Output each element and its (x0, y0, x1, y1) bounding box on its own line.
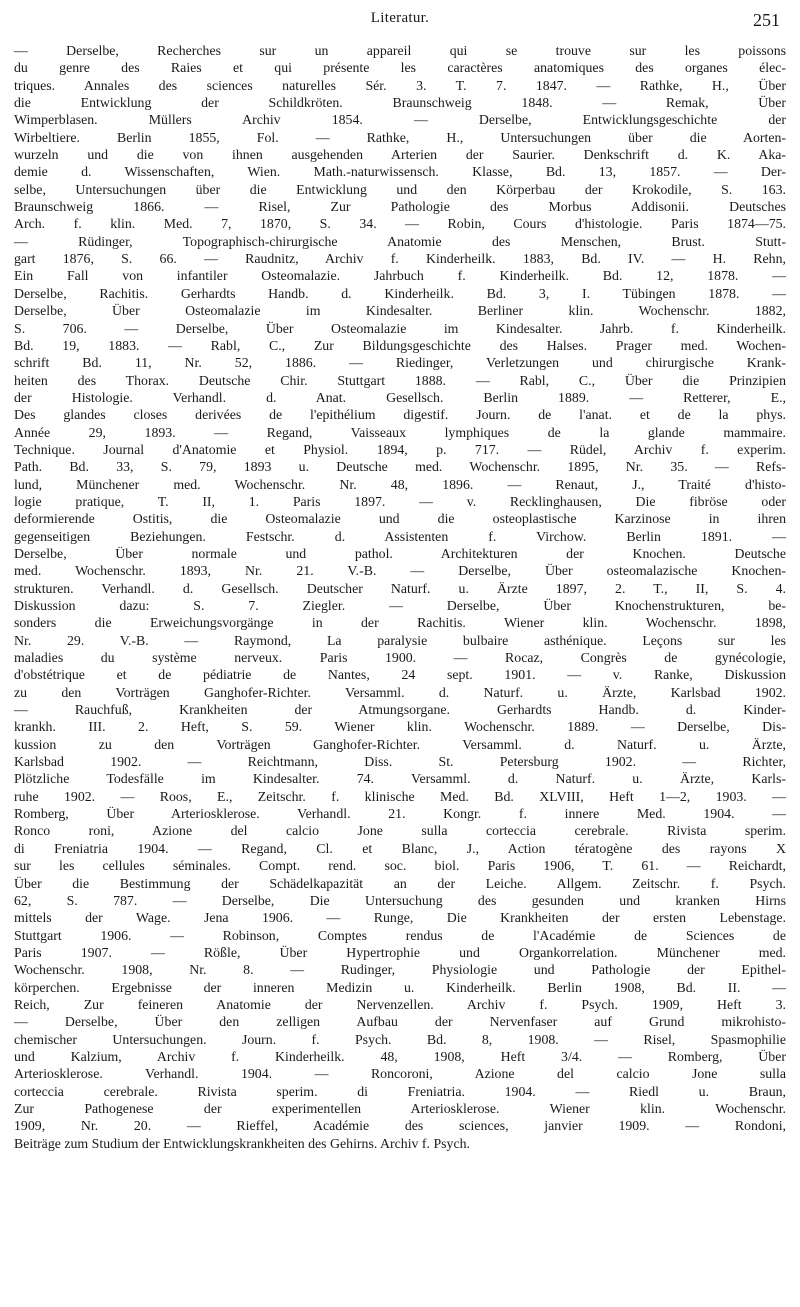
text-line: — Rüdinger, Topographisch-chirurgische Anatomie des Menschen, Brust. Stutt- (14, 233, 786, 249)
text-line: kussion zu den Vorträgen Ganghofer-Richter. Versamml. d. Naturf. u. Ärzte, (14, 736, 786, 752)
text-line: triques. Annales des sciences naturelles Sér. 3. T. 7. 1847. — Rathke, H., Über (14, 77, 786, 93)
text-line: Paris 1907. — Rößle, Über Hypertrophie und Organkorrelation. Münchener med. (14, 944, 786, 960)
text-line: schrift Bd. 11, Nr. 52, 1886. — Riedinger, Verletzungen und chirurgische Krank- (14, 355, 786, 371)
text-line: Reich, Zur feineren Anatomie der Nervenzellen. Archiv f. Psych. 1909, Heft 3. (14, 996, 786, 1012)
text-line: Path. Bd. 33, S. 79, 1893 u. Deutsche med. Wochenschr. 1895, Nr. 35. — Refs- (14, 459, 786, 475)
text-line: Derselbe, Rachitis. Gerhardts Handb. d. Kinderheilk. Bd. 3, I. Tübingen 1878. — (14, 285, 786, 301)
text-line: sur les cellules séminales. Compt. rend. soc. biol. Paris 1906, T. 61. — Reichardt, (14, 858, 786, 874)
text-line: 1909, Nr. 20. — Rieffel, Académie des sciences, janvier 1909. — Rondoni, (14, 1118, 786, 1134)
text-line: Wochenschr. 1908, Nr. 8. — Rudinger, Physiologie und Pathologie der Epithel- (14, 962, 786, 978)
text-line: — Derselbe, Über den zelligen Aufbau der Nervenfaser auf Grund mikrohisto- (14, 1014, 786, 1030)
text-line: der Histologie. Verhandl. d. Anat. Gesellsch. Berlin 1889. — Retterer, E., (14, 389, 786, 405)
text-line: Wimperblasen. Müllers Archiv 1854. — Derselbe, Entwicklungsgeschichte der (14, 112, 786, 128)
text-line: maladies du système nerveux. Paris 1900. — Rocaz, Congrès de gynécologie, (14, 650, 786, 666)
text-line: Stuttgart 1906. — Robinson, Comptes rendus de l'Académie de Sciences de (14, 927, 786, 943)
text-line: wurzeln und die von ihnen ausgehenden Arterien der Saurier. Denkschrift d. K. Aka- (14, 147, 786, 163)
text-line: Année 29, 1893. — Regand, Vaisseaux lymphiques de la glande mammaire. (14, 424, 786, 440)
text-line: Arteriosklerose. Verhandl. 1904. — Roncoroni, Azione del calcio Jone sulla (14, 1066, 786, 1082)
text-line: sonders die Erweichungsvorgänge in der Rachitis. Wiener klin. Wochenschr. 1898, (14, 615, 786, 631)
text-line: Plötzliche Todesfälle im Kindesalter. 74. Versamml. d. Naturf. u. Ärzte, Karls- (14, 771, 786, 787)
page-header (0, 10, 800, 32)
bibliography-text (14, 42, 786, 1152)
text-line: Über die Bestimmung der Schädelkapazität an der Leiche. Allgem. Zeitschr. f. Psych. (14, 875, 786, 891)
text-line: Nr. 29. V.-B. — Raymond, La paralysie bulbaire asthénique. Leçons sur les (14, 632, 786, 648)
text-line: gegenseitigen Beziehungen. Festschr. d. Assistenten f. Virchow. Berlin 1891. — (14, 528, 786, 544)
text-line: gart 1876, S. 66. — Raudnitz, Archiv f. Kinderheilk. 1883, Bd. IV. — H. Rehn, (14, 251, 786, 267)
text-line: Romberg, Über Arteriosklerose. Verhandl. 21. Kongr. f. innere Med. 1904. — (14, 806, 786, 822)
text-line: Karlsbad 1902. — Reichtmann, Diss. St. Petersburg 1902. — Richter, (14, 754, 786, 770)
text-line: Derselbe, Über Osteomalazie im Kindesalter. Berliner klin. Wochenschr. 1882, (14, 303, 786, 319)
text-line: Zur Pathogenese der experimentellen Arteriosklerose. Wiener klin. Wochenschr. (14, 1100, 786, 1116)
text-line: chemischer Untersuchungen. Journ. f. Psych. Bd. 8, 1908. — Risel, Spasmophilie (14, 1031, 786, 1047)
text-line: — Rauchfuß, Krankheiten der Atmungsorgane. Gerhardts Handb. d. Kinder- (14, 702, 786, 718)
text-line: Beiträge zum Studium der Entwicklungskrankheiten des Gehirns. Archiv f. Psych. (14, 1135, 470, 1151)
text-line: Braunschweig 1866. — Risel, Zur Pathologie des Morbus Addisonii. Deutsches (14, 199, 786, 215)
text-line: lund, Münchener med. Wochenschr. Nr. 48, 1896. — Renaut, J., Traité d'histo- (14, 476, 786, 492)
text-line: di Freniatria 1904. — Regand, Cl. et Blanc, J., Action tératogène des rayons X (14, 840, 786, 856)
text-line: corteccia cerebrale. Rivista sperim. di Freniatria. 1904. — Riedl u. Braun, (14, 1083, 786, 1099)
text-line: körperchen. Ergebnisse der inneren Medizin u. Kinderheilk. Berlin 1908, Bd. II. — (14, 979, 786, 995)
text-line: med. Wochenschr. 1893, Nr. 21. V.-B. — Derselbe, Über osteomalazische Knochen- (14, 563, 786, 579)
text-line: mittels der Wage. Jena 1906. — Runge, Die Krankheiten der ersten Lebenstage. (14, 910, 786, 926)
text-line: S. 706. — Derselbe, Über Osteomalazie im Kindesalter. Jahrb. f. Kinderheilk. (14, 320, 786, 336)
text-line: Technique. Journal d'Anatomie et Physiol. 1894, p. 717. — Rüdel, Archiv f. experim. (14, 441, 786, 457)
text-line: und Kalzium, Archiv f. Kinderheilk. 48, 1908, Heft 3/4. — Romberg, Über (14, 1048, 786, 1064)
text-line: du genre des Raies et qui présente les caractères anatomiques des organes élec- (14, 60, 786, 76)
text-line: Arch. f. klin. Med. 7, 1870, S. 34. — Robin, Cours d'histologie. Paris 1874—75. (14, 216, 786, 232)
text-line: demie d. Wissenschaften, Wien. Math.-naturwissensch. Klasse, Bd. 13, 1857. — Der- (14, 164, 786, 180)
text-line: 62, S. 787. — Derselbe, Die Untersuchung des gesunden und kranken Hirns (14, 892, 786, 908)
text-line: Wirbeltiere. Berlin 1855, Fol. — Rathke, H., Untersuchungen über die Aorten- (14, 129, 786, 145)
page-number: 251 (753, 10, 780, 30)
running-title: Literatur. (370, 10, 430, 26)
text-line: deformierende Ostitis, die Osteomalazie und die osteoplastische Karzinose in ihren (14, 511, 786, 527)
text-line: Ronco roni, Azione del calcio Jone sulla corteccia cerebrale. Rivista sperim. (14, 823, 786, 839)
text-line: logie pratique, T. II, 1. Paris 1897. — v. Recklinghausen, Die fibröse oder (14, 493, 786, 509)
text-line: heiten des Thorax. Deutsche Chir. Stuttgart 1888. — Rabl, C., Über die Prinzipien (14, 372, 786, 388)
text-line: Bd. 19, 1883. — Rabl, C., Zur Bildungsgeschichte des Halses. Prager med. Wochen- (14, 337, 786, 353)
text-line: zu den Vorträgen Ganghofer-Richter. Versamml. d. Naturf. u. Ärzte, Karlsbad 1902. (14, 684, 786, 700)
text-line: Diskussion dazu: S. 7. Ziegler. — Derselbe, Über Knochenstrukturen, be- (14, 598, 786, 613)
text-line: Derselbe, Über normale und pathol. Architekturen der Knochen. Deutsche (14, 545, 786, 561)
text-line: d'obstétrique et de pédiatrie de Nantes, 24 sept. 1901. — v. Ranke, Diskussion (14, 667, 786, 683)
text-line: strukturen. Verhandl. d. Gesellsch. Deutscher Naturf. u. Ärzte 1897, 2. T., II, S. 4. (14, 580, 786, 596)
text-line: — Derselbe, Recherches sur un appareil qui se trouve sur les poissons (14, 43, 786, 58)
text-line: Ein Fall von infantiler Osteomalazie. Jahrbuch f. Kinderheilk. Bd. 12, 1878. — (14, 268, 786, 284)
text-line: krankh. III. 2. Heft, S. 59. Wiener klin. Wochenschr. 1889. — Derselbe, Dis- (14, 719, 786, 735)
text-line: die Entwicklung der Schildkröten. Braunschweig 1848. — Remak, Über (14, 95, 786, 111)
text-line: selbe, Untersuchungen über die Entwicklung und den Körperbau der Krokodile, S. 163. (14, 181, 786, 197)
text-line: Des glandes closes derivées de l'epithélium digestif. Journ. de l'anat. et de la phys. (14, 407, 786, 423)
text-line: ruhe 1902. — Roos, E., Zeitschr. f. klinische Med. Bd. XLVIII, Heft 1—2, 1903. — (14, 788, 786, 804)
